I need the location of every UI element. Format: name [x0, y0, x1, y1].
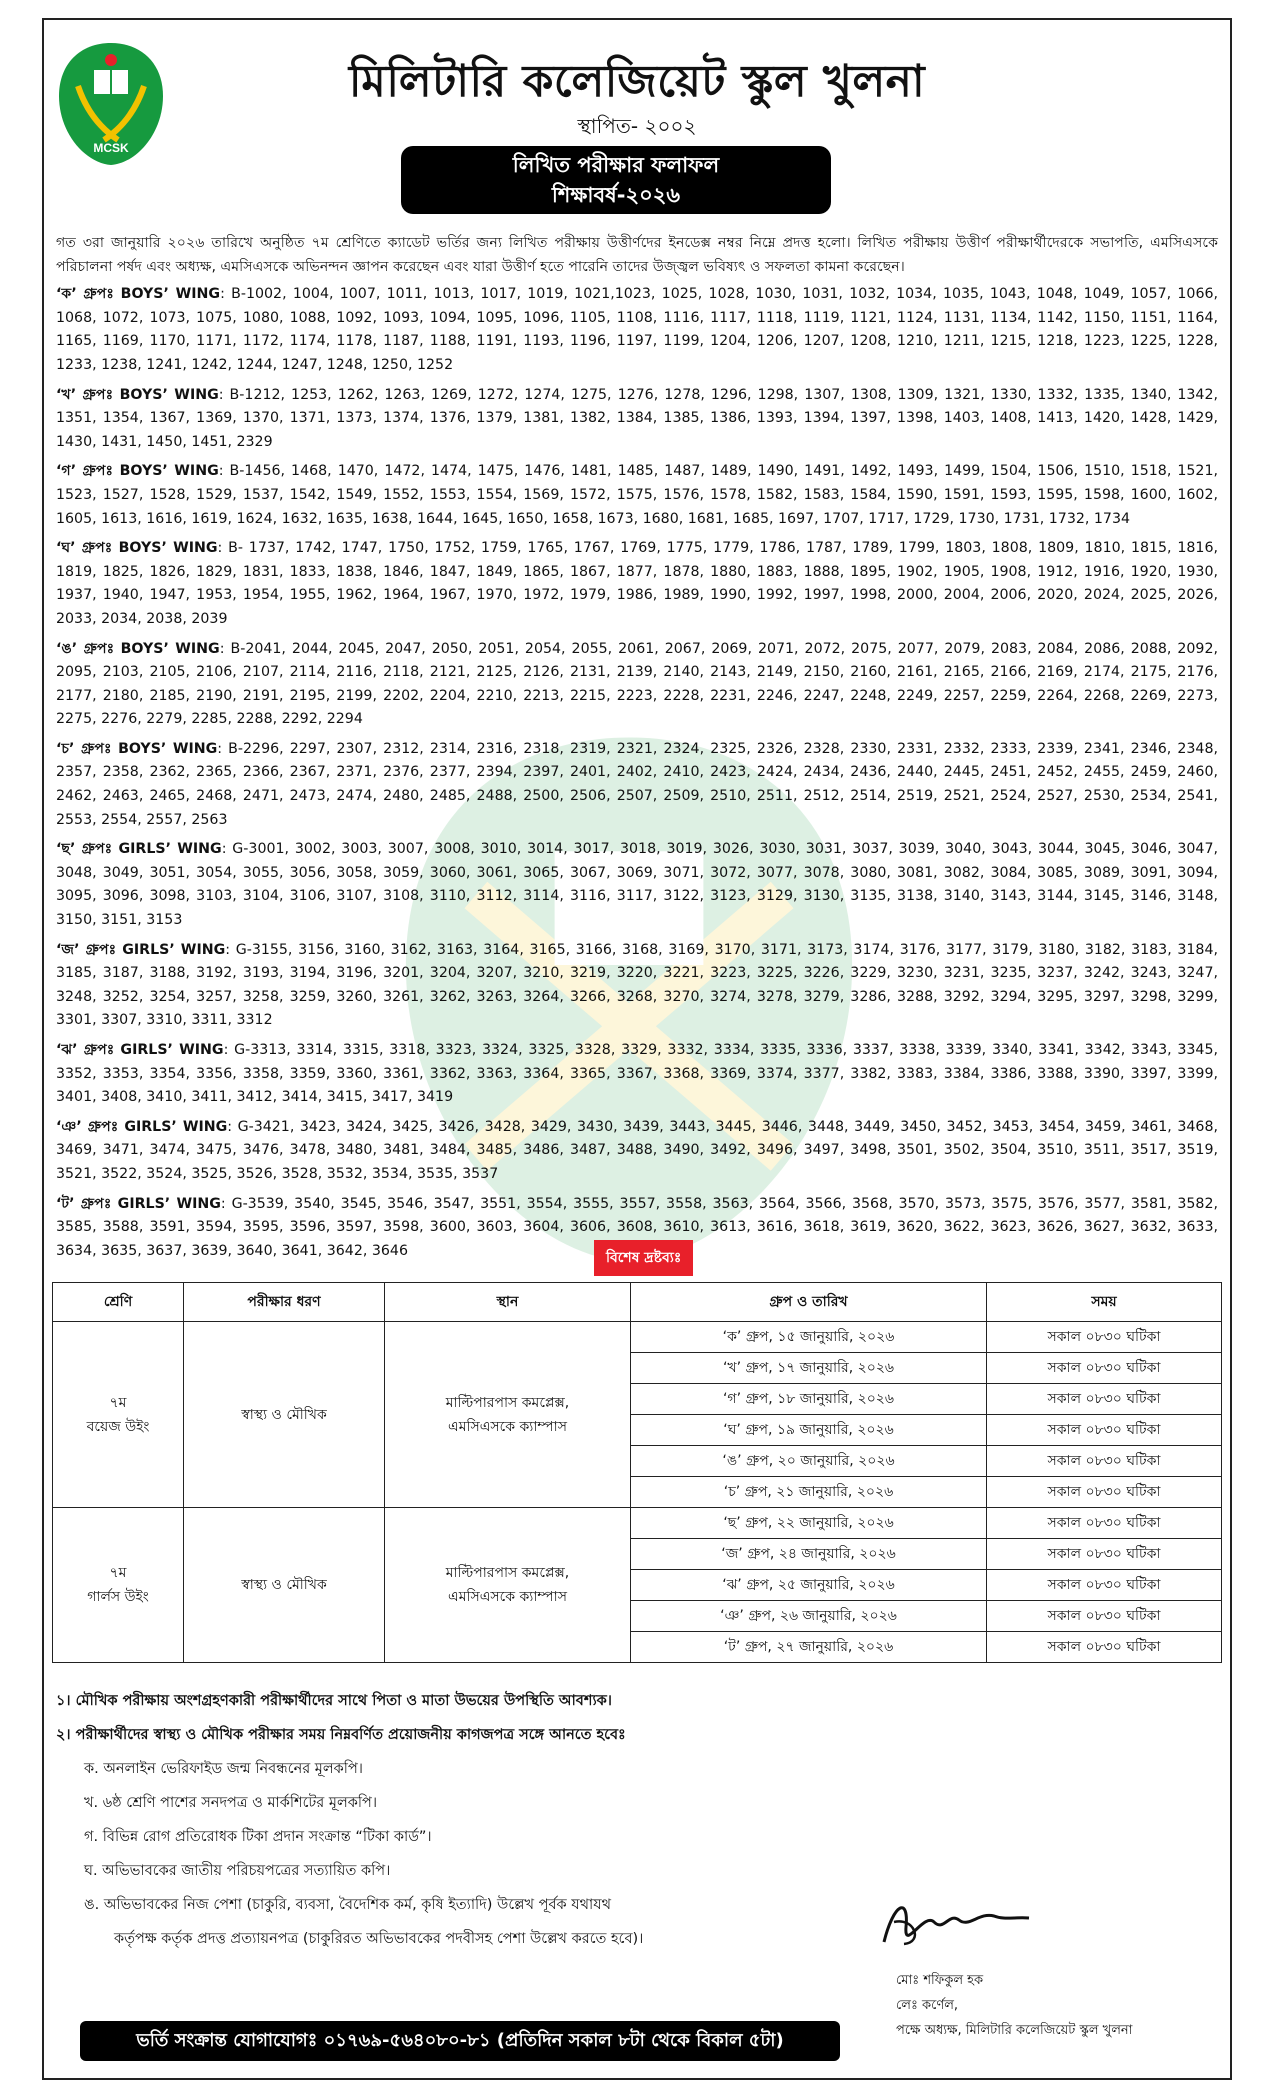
- wing-text: বয়েজ উইং: [86, 1418, 150, 1435]
- group-label: ‘ঞ’ গ্রুপঃ GIRLS’ WING: [56, 1118, 228, 1135]
- instruction-item: ১। মৌখিক পরীক্ষায় অংশগ্রহণকারী পরীক্ষার্থীদের সাথে পিতা ও মাতা উভয়ের উপস্থিতি আবশ্যক।: [56, 1693, 612, 1709]
- instruction-subitem: ঙ. অভিভাবকের নিজ পেশা (চাকুরি, ব্যবসা, বৈদেশিক কর্ম, কৃষি ইত্যাদি) উল্লেখ পূর্বক যথাযথ: [84, 1897, 611, 1913]
- venue-line: এমসিএসকে ক্যাম্পাস: [448, 1589, 567, 1605]
- group-date-cell: ‘খ’ গ্রুপ, ১৭ জানুয়ারি, ২০২৬: [631, 1353, 987, 1384]
- group-numbers: : B-1002, 1004, 1007, 1011, 1013, 1017, 1019, 1021,1023, 1025, 1028, 1030, 1031, 1032, 1034, 1035, 1043, 1048, 1049, 1057, 1066, 1068, 1072, 1073, 1075, 1080, 1088, 1092, 1093, 1094, 1095, 1096, 1105, 1108, 1116, 1117, 1118, 1119, 1121, 1124, 1131, 1134, 1142, 1150, 1151, 1164, 1165, 1169, 1170, 1171, 1172, 1174, 1178, 1187, 1188, 1191, 1193, 1196, 1197, 1199, 1204, 1206, 1207, 1208, 1210, 1211, 1215, 1218, 1223, 1225, 1228, 1233, 1238, 1241, 1242, 1244, 1247, 1248, 1250, 1252: [56, 286, 1219, 373]
- group-numbers: : G-3313, 3314, 3315, 3318, 3323, 3324, 3325, 3328, 3329, 3332, 3334, 3335, 3336, 3337, 3338, 3339, 3340, 3341, 3342, 3343, 3345, 3352, 3353, 3354, 3356, 3358, 3359, 3360, 3361, 3362, 3363, 3364, 3365, 3367, 3368, 3369, 3374, 3377, 3382, 3383, 3384, 3386, 3388, 3390, 3397, 3399, 3401, 3408, 3410, 3411, 3412, 3414, 3415, 3417, 3419: [56, 1042, 1218, 1106]
- group-date-cell: ‘ঙ’ গ্রুপ, ২০ জানুয়ারি, ২০২৬: [631, 1446, 987, 1477]
- group-label: ‘ট’ গ্রুপঃ GIRLS’ WING: [56, 1195, 221, 1212]
- contact-bar: ভর্তি সংক্রান্ত যোগাযোগঃ ০১৭৬৯-৫৬৪০৮০-৮১ (প্রতিদিন সকাল ৮টা থেকে বিকাল ৫টা): [80, 2021, 840, 2061]
- established-text: স্থাপিত- ২০০২: [577, 114, 697, 138]
- col-header-class: শ্রেণি: [53, 1283, 184, 1322]
- group-cha-list: [56, 738, 1218, 832]
- group-uma-list: [56, 638, 1218, 732]
- group-date-cell: ‘ঘ’ গ্রুপ, ১৯ জানুয়ারি, ২০২৬: [631, 1415, 987, 1446]
- group-label: ‘ঘ’ গ্রুপঃ BOYS’ WING: [56, 540, 218, 557]
- results-content: [56, 232, 1218, 1269]
- group-date-cell: ‘ঞ’ গ্রুপ, ২৬ জানুয়ারি, ২০২৬: [631, 1601, 987, 1632]
- time-cell: সকাল ০৮৩০ ঘটিকা: [987, 1632, 1222, 1663]
- wing-text: গার্লস উইং: [87, 1589, 149, 1605]
- time-cell: সকাল ০৮৩০ ঘটিকা: [987, 1477, 1222, 1508]
- time-cell: সকাল ০৮৩০ ঘটিকা: [987, 1353, 1222, 1384]
- group-date-cell: ‘গ’ গ্রুপ, ১৮ জানুয়ারি, ২০২৬: [631, 1384, 987, 1415]
- group-date-cell: ‘চ’ গ্রুপ, ২১ জানুয়ারি, ২০২৬: [631, 1477, 987, 1508]
- group-date-cell: ‘ট’ গ্রুপ, ২৭ জানুয়ারি, ২০২৬: [631, 1632, 987, 1663]
- time-cell: সকাল ০৮৩০ ঘটিকা: [987, 1322, 1222, 1353]
- col-header-time: সময়: [987, 1283, 1222, 1322]
- table-row: [53, 1322, 1222, 1353]
- result-title-box: [401, 146, 831, 214]
- intro-paragraph: গত ৩রা জানুয়ারি ২০২৬ তারিখে অনুষ্ঠিত ৭ম শ্রেণিতে ক্যাডেট ভর্তির জন্য লিখিত পরীক্ষায় উত্তীর্ণদের ইনডেক্স নম্বর নিম্নে প্রদত্ত হলো। লিখিত পরীক্ষায় উত্তীর্ণ পরীক্ষার্থীদেরকে সভাপতি, এমসিএসকে পরিচালনা পর্ষদ এবং অধ্যক্ষ, এমসিএসকে অভিনন্দন জ্ঞাপন করেছেন এবং যারা উত্তীর্ণ হতে পারেনি তাদের উজ্জ্বল ভবিষ্যৎ ও সফলতা কামনা করেছেন।: [56, 235, 1218, 275]
- group-ka-list: [56, 283, 1218, 377]
- group-chha-list: [56, 838, 1218, 932]
- group-date-cell: ‘ছ’ গ্রুপ, ২২ জানুয়ারি, ২০২৬: [631, 1508, 987, 1539]
- group-gha-list: [56, 537, 1218, 631]
- time-cell: সকাল ০৮৩০ ঘটিকা: [987, 1570, 1222, 1601]
- time-cell: সকাল ০৮৩০ ঘটিকা: [987, 1384, 1222, 1415]
- group-numbers: : B-1456, 1468, 1470, 1472, 1474, 1475, 1476, 1481, 1485, 1487, 1489, 1490, 1491, 1492, 1493, 1499, 1504, 1506, 1510, 1518, 1521, 1523, 1527, 1528, 1529, 1537, 1542, 1549, 1552, 1553, 1554, 1569, 1572, 1575, 1576, 1578, 1582, 1583, 1584, 1590, 1591, 1593, 1595, 1598, 1600, 1602, 1605, 1613, 1616, 1619, 1624, 1632, 1635, 1638, 1644, 1645, 1650, 1658, 1673, 1680, 1681, 1685, 1697, 1707, 1717, 1729, 1730, 1731, 1732, 1734: [56, 463, 1218, 527]
- venue-line: মাল্টিপারপাস কমপ্লেক্স,: [445, 1394, 570, 1411]
- time-cell: সকাল ০৮৩০ ঘটিকা: [987, 1508, 1222, 1539]
- signatory-rank: লেঃ কর্ণেল,: [896, 1998, 959, 2013]
- instruction-subitem: ক. অনলাইন ভেরিফাইড জন্ম নিবন্ধনের মূলকপি।: [84, 1761, 363, 1777]
- group-date-cell: ‘ঝ’ গ্রুপ, ২৫ জানুয়ারি, ২০২৬: [631, 1570, 987, 1601]
- special-note-label: বিশেষ দ্রষ্টব্যঃ: [594, 1240, 693, 1276]
- time-cell: সকাল ০৮৩০ ঘটিকা: [987, 1539, 1222, 1570]
- logo-text: MCSK: [93, 141, 129, 155]
- col-header-exam-type: পরীক্ষার ধরণ: [184, 1283, 385, 1322]
- group-ja-list: [56, 939, 1218, 1033]
- col-header-venue: স্থান: [385, 1283, 631, 1322]
- group-numbers: : G-3155, 3156, 3160, 3162, 3163, 3164, 3165, 3166, 3168, 3169, 3170, 3171, 3173, 3174, 3176, 3177, 3179, 3180, 3182, 3183, 3184, 3185, 3187, 3188, 3192, 3193, 3194, 3196, 3201, 3204, 3207, 3210, 3219, 3220, 3221, 3223, 3225, 3226, 3229, 3230, 3231, 3235, 3237, 3242, 3243, 3247, 3248, 3252, 3254, 3257, 3258, 3259, 3260, 3261, 3262, 3263, 3264, 3266, 3268, 3270, 3274, 3278, 3279, 3286, 3288, 3292, 3294, 3295, 3297, 3298, 3299, 3301, 3307, 3310, 3311, 3312: [56, 941, 1218, 1029]
- table-row: [53, 1508, 1222, 1539]
- group-numbers: : B-1212, 1253, 1262, 1263, 1269, 1272, 1274, 1275, 1276, 1278, 1296, 1298, 1307, 1308, 1309, 1321, 1330, 1332, 1335, 1340, 1342, 1351, 1354, 1367, 1369, 1370, 1371, 1373, 1374, 1376, 1379, 1381, 1382, 1384, 1385, 1386, 1393, 1394, 1397, 1398, 1403, 1408, 1413, 1420, 1428, 1429, 1430, 1431, 1450, 1451, 2329: [56, 386, 1218, 450]
- group-label: ‘গ’ গ্রুপঃ BOYS’ WING: [56, 463, 219, 480]
- class-text: ৭ম: [109, 1394, 127, 1411]
- time-cell: সকাল ০৮৩০ ঘটিকা: [987, 1601, 1222, 1632]
- school-title: মিলিটারি কলেজিয়েট স্কুল খুলনা: [348, 56, 926, 107]
- exam-type-cell: স্বাস্থ্য ও মৌখিক: [184, 1508, 385, 1663]
- group-kha-list: [56, 384, 1218, 455]
- instruction-subitem: গ. বিভিন্ন রোগ প্রতিরোধক টিকা প্রদান সংক্রান্ত “টিকা কার্ড”।: [84, 1829, 432, 1845]
- group-label: ‘ক’ গ্রুপঃ BOYS’ WING: [56, 286, 221, 303]
- group-numbers: : B-2041, 2044, 2045, 2047, 2050, 2051, 2054, 2055, 2061, 2067, 2069, 2071, 2072, 2075, 2077, 2079, 2083, 2084, 2086, 2088, 2092, 2095, 2103, 2105, 2106, 2107, 2114, 2116, 2118, 2121, 2125, 2126, 2131, 2139, 2140, 2143, 2149, 2150, 2160, 2161, 2165, 2166, 2169, 2174, 2175, 2176, 2177, 2180, 2185, 2190, 2191, 2195, 2199, 2202, 2204, 2210, 2213, 2215, 2223, 2228, 2231, 2246, 2247, 2248, 2249, 2257, 2259, 2264, 2268, 2269, 2273, 2275, 2276, 2279, 2285, 2288, 2292, 2294: [56, 640, 1218, 728]
- group-numbers: : G-3001, 3002, 3003, 3007, 3008, 3010, 3014, 3017, 3018, 3019, 3026, 3030, 3031, 3037, 3039, 3040, 3043, 3044, 3045, 3046, 3047, 3048, 3049, 3051, 3054, 3055, 3056, 3058, 3059, 3060, 3061, 3065, 3067, 3069, 3071, 3072, 3077, 3078, 3080, 3081, 3082, 3084, 3085, 3089, 3091, 3094, 3095, 3096, 3098, 3103, 3104, 3106, 3107, 3108, 3110, 3112, 3114, 3116, 3117, 3122, 3123, 3129, 3130, 3135, 3138, 3140, 3143, 3144, 3145, 3146, 3148, 3150, 3151, 3153: [56, 841, 1218, 929]
- class-cell: [53, 1322, 184, 1508]
- venue-cell: [385, 1322, 631, 1508]
- instruction-item: ২। পরীক্ষার্থীদের স্বাস্থ্য ও মৌখিক পরীক্ষার সময় নিম্নবর্ণিত প্রয়োজনীয় কাগজপত্র সঙ্গে আনতে হবেঃ: [56, 1727, 626, 1743]
- venue-line: মাল্টিপারপাস কমপ্লেক্স,: [445, 1565, 570, 1581]
- group-numbers: : G-3421, 3423, 3424, 3425, 3426, 3428, 3429, 3430, 3439, 3443, 3445, 3446, 3448, 3449, 3450, 3452, 3453, 3454, 3459, 3461, 3468, 3469, 3471, 3474, 3475, 3476, 3478, 3480, 3481, 3484, 3485, 3486, 3487, 3488, 3490, 3492, 3496, 3497, 3498, 3501, 3502, 3504, 3510, 3511, 3517, 3519, 3521, 3522, 3524, 3525, 3526, 3528, 3532, 3534, 3535, 3537: [56, 1118, 1218, 1182]
- signatory-position: পক্ষে অধ্যক্ষ, মিলিটারি কলেজিয়েট স্কুল খুলনা: [896, 2023, 1133, 2038]
- group-ga-list: [56, 460, 1218, 531]
- group-numbers: : B- 1737, 1742, 1747, 1750, 1752, 1759, 1765, 1767, 1769, 1775, 1779, 1786, 1787, 1789, 1799, 1803, 1808, 1809, 1810, 1815, 1816, 1819, 1825, 1826, 1829, 1831, 1833, 1838, 1846, 1847, 1849, 1865, 1867, 1877, 1878, 1880, 1883, 1888, 1895, 1902, 1905, 1908, 1912, 1916, 1920, 1930, 1937, 1940, 1947, 1953, 1954, 1955, 1962, 1964, 1967, 1970, 1972, 1979, 1986, 1989, 1990, 1992, 1997, 1998, 2000, 2004, 2006, 2020, 2024, 2025, 2026, 2033, 2034, 2038, 2039: [56, 540, 1218, 627]
- result-title: লিখিত পরীক্ষার ফলাফল: [512, 153, 720, 177]
- time-cell: সকাল ০৮৩০ ঘটিকা: [987, 1415, 1222, 1446]
- group-label: ‘ছ’ গ্রুপঃ GIRLS’ WING: [56, 841, 222, 858]
- class-cell: [53, 1508, 184, 1663]
- group-label: ‘ঙ’ গ্রুপঃ BOYS’ WING: [56, 640, 220, 657]
- col-header-group-date: গ্রুপ ও তারিখ: [631, 1283, 987, 1322]
- table-header-row: [53, 1283, 1222, 1322]
- class-text: ৭ম: [109, 1565, 127, 1581]
- instruction-subitem: ঘ. অভিভাবকের জাতীয় পরিচয়পত্রের সত্যায়িত কপি।: [84, 1863, 391, 1879]
- group-label: ‘খ’ গ্রুপঃ BOYS’ WING: [56, 386, 219, 403]
- signature-block: [896, 1968, 1132, 2043]
- instruction-subitem: কর্তৃপক্ষ কর্তৃক প্রদত্ত প্রত্যায়নপত্র (চাকুরিরত অভিভাবকের পদবীসহ পেশা উল্লেখ করতে হবে)।: [114, 1931, 644, 1947]
- group-date-cell: ‘জ’ গ্রুপ, ২৪ জানুয়ারি, ২০২৬: [631, 1539, 987, 1570]
- instruction-subitem: খ. ৬ষ্ঠ শ্রেণি পাশের সনদপত্র ও মার্কশিটের মূলকপি।: [84, 1795, 378, 1811]
- group-nya-list: [56, 1116, 1218, 1187]
- exam-type-cell: স্বাস্থ্য ও মৌখিক: [184, 1322, 385, 1508]
- group-label: ‘চ’ গ্রুপঃ BOYS’ WING: [56, 740, 218, 757]
- time-cell: সকাল ০৮৩০ ঘটিকা: [987, 1446, 1222, 1477]
- result-notice-page: [42, 18, 1232, 2080]
- group-numbers: : G-3539, 3540, 3545, 3546, 3547, 3551, 3554, 3555, 3557, 3558, 3563, 3564, 3566, 3568, 3570, 3573, 3575, 3576, 3577, 3581, 3582, 3585, 3588, 3591, 3594, 3595, 3596, 3597, 3598, 3600, 3603, 3604, 3606, 3608, 3610, 3613, 3616, 3618, 3619, 3620, 3622, 3623, 3626, 3627, 3632, 3633, 3634, 3635, 3637, 3639, 3640, 3641, 3642, 3646: [56, 1195, 1218, 1259]
- group-jha-list: [56, 1039, 1218, 1110]
- group-date-cell: ‘ক’ গ্রুপ, ১৫ জানুয়ারি, ২০২৬: [631, 1322, 987, 1353]
- group-numbers: : B-2296, 2297, 2307, 2312, 2314, 2316, 2318, 2319, 2321, 2324, 2325, 2326, 2328, 2330, 2331, 2332, 2333, 2339, 2341, 2346, 2348, 2357, 2358, 2362, 2365, 2366, 2367, 2371, 2376, 2377, 2394, 2397, 2401, 2402, 2410, 2423, 2424, 2434, 2436, 2440, 2445, 2451, 2452, 2455, 2459, 2460, 2462, 2463, 2465, 2468, 2471, 2473, 2474, 2480, 2485, 2488, 2500, 2506, 2507, 2509, 2510, 2511, 2512, 2514, 2519, 2521, 2524, 2527, 2530, 2534, 2541, 2553, 2554, 2557, 2563: [56, 740, 1218, 828]
- group-label: ‘জ’ গ্রুপঃ GIRLS’ WING: [56, 941, 226, 958]
- schedule-table: [52, 1282, 1222, 1663]
- venue-cell: [385, 1508, 631, 1663]
- venue-line: এমসিএসকে ক্যাম্পাস: [448, 1418, 567, 1435]
- group-label: ‘ঝ’ গ্রুপঃ GIRLS’ WING: [56, 1042, 224, 1058]
- signatory-name: মোঃ শফিকুল হক: [896, 1973, 984, 1988]
- session-text: শিক্ষাবর্ষ-২০২৬: [551, 183, 681, 207]
- signature-icon: [864, 1882, 1044, 1962]
